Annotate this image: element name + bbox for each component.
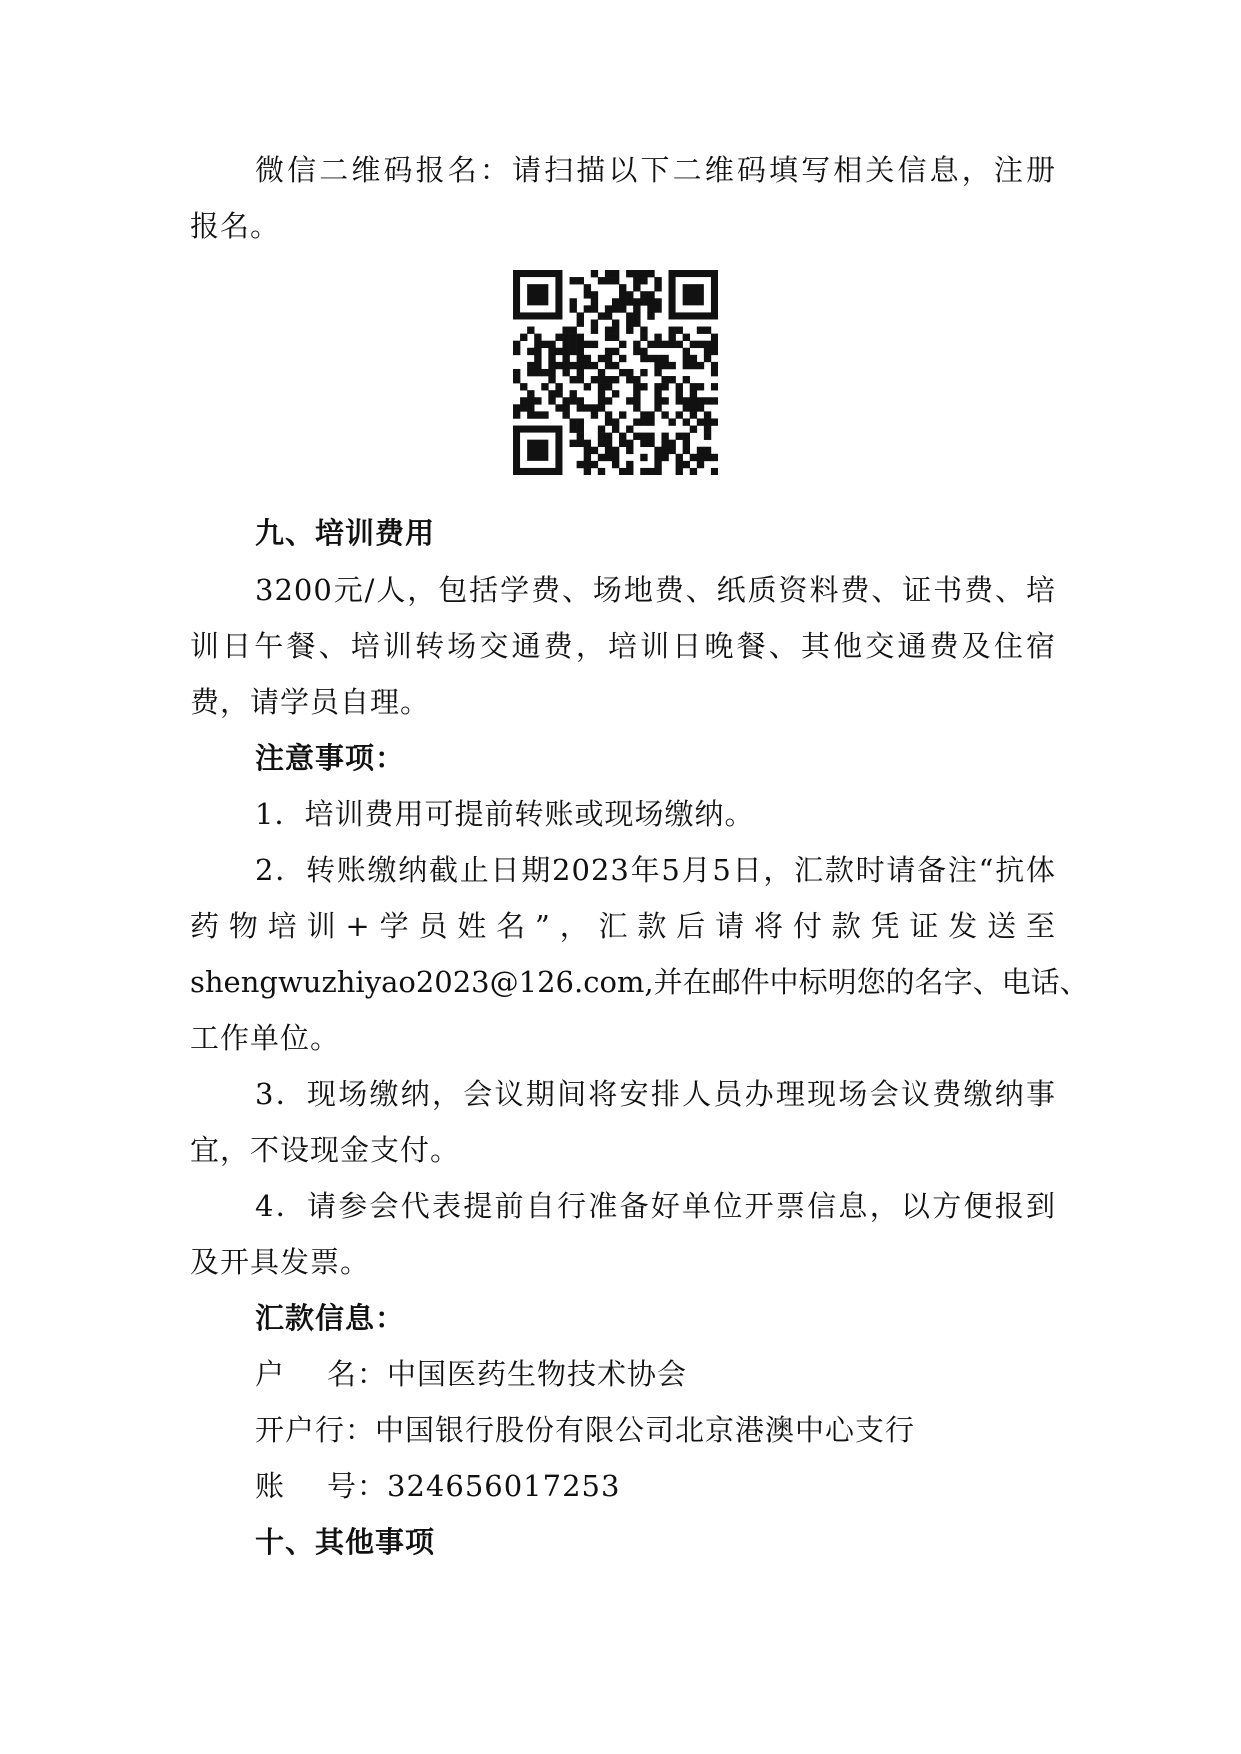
remittance-heading: 汇款信息： bbox=[255, 1301, 406, 1335]
other-heading: 十、其他事项 bbox=[255, 1525, 436, 1559]
notes-item-3-line-2: 宜，不设现金支付。 bbox=[190, 1133, 461, 1167]
account-name-value: 中国医药生物技术协会 bbox=[387, 1357, 688, 1391]
notes-item-2-email-line: shengwuzhiyao2023@126.com,并在邮件中标明您的名字、电话、 bbox=[190, 965, 1089, 999]
notes-heading: 注意事项： bbox=[255, 741, 406, 775]
registration-line-1: 微信二维码报名：请扫描以下二维码填写相关信息，注册 bbox=[255, 153, 1056, 187]
bank-label: 开户行： bbox=[255, 1413, 376, 1447]
fee-line-3: 费，请学员自理。 bbox=[190, 685, 431, 719]
remittance-account-name-row bbox=[255, 1354, 1056, 1394]
notes-item-2-line-4: 工作单位。 bbox=[190, 1021, 341, 1055]
bank-value: 中国银行股份有限公司北京港澳中心支行 bbox=[375, 1413, 916, 1447]
account-name-label-b: 名： bbox=[327, 1357, 388, 1391]
fee-line-1: 3200元/人，包括学费、场地费、纸质资料费、证书费、培 bbox=[255, 573, 1056, 607]
account-name-label-a: 户 bbox=[255, 1357, 286, 1391]
fee-heading: 九、培训费用 bbox=[255, 516, 436, 550]
remittance-account-number-row bbox=[255, 1466, 1056, 1506]
notes-item-1: 1．培训费用可提前转账或现场缴纳。 bbox=[255, 797, 755, 831]
notes-item-4-line-2: 及开具发票。 bbox=[190, 1245, 371, 1279]
notes-item-3-line-1: 3．现场缴纳，会议期间将安排人员办理现场会议费缴纳事 bbox=[255, 1077, 1056, 1111]
account-number-label-a: 账 bbox=[255, 1469, 286, 1503]
notes-item-4-line-1: 4．请参会代表提前自行准备好单位开票信息，以方便报到 bbox=[255, 1189, 1056, 1223]
account-number-label-b: 号： bbox=[327, 1469, 388, 1503]
notes-item-2-line-2: 药物培训+学员姓名”，汇款后请将付款凭证发送至 bbox=[190, 909, 1056, 943]
qr-code-icon bbox=[513, 270, 718, 475]
notes-item-2-line-1: 2．转账缴纳截止日期2023年5月5日，汇款时请备注“抗体 bbox=[255, 853, 1056, 887]
remittance-bank-row bbox=[255, 1410, 1056, 1450]
fee-line-2: 训日午餐、培训转场交通费，培训日晚餐、其他交通费及住宿 bbox=[190, 629, 1056, 663]
registration-line-2: 报名。 bbox=[190, 209, 281, 243]
account-number-value: 324656017253 bbox=[387, 1469, 621, 1503]
